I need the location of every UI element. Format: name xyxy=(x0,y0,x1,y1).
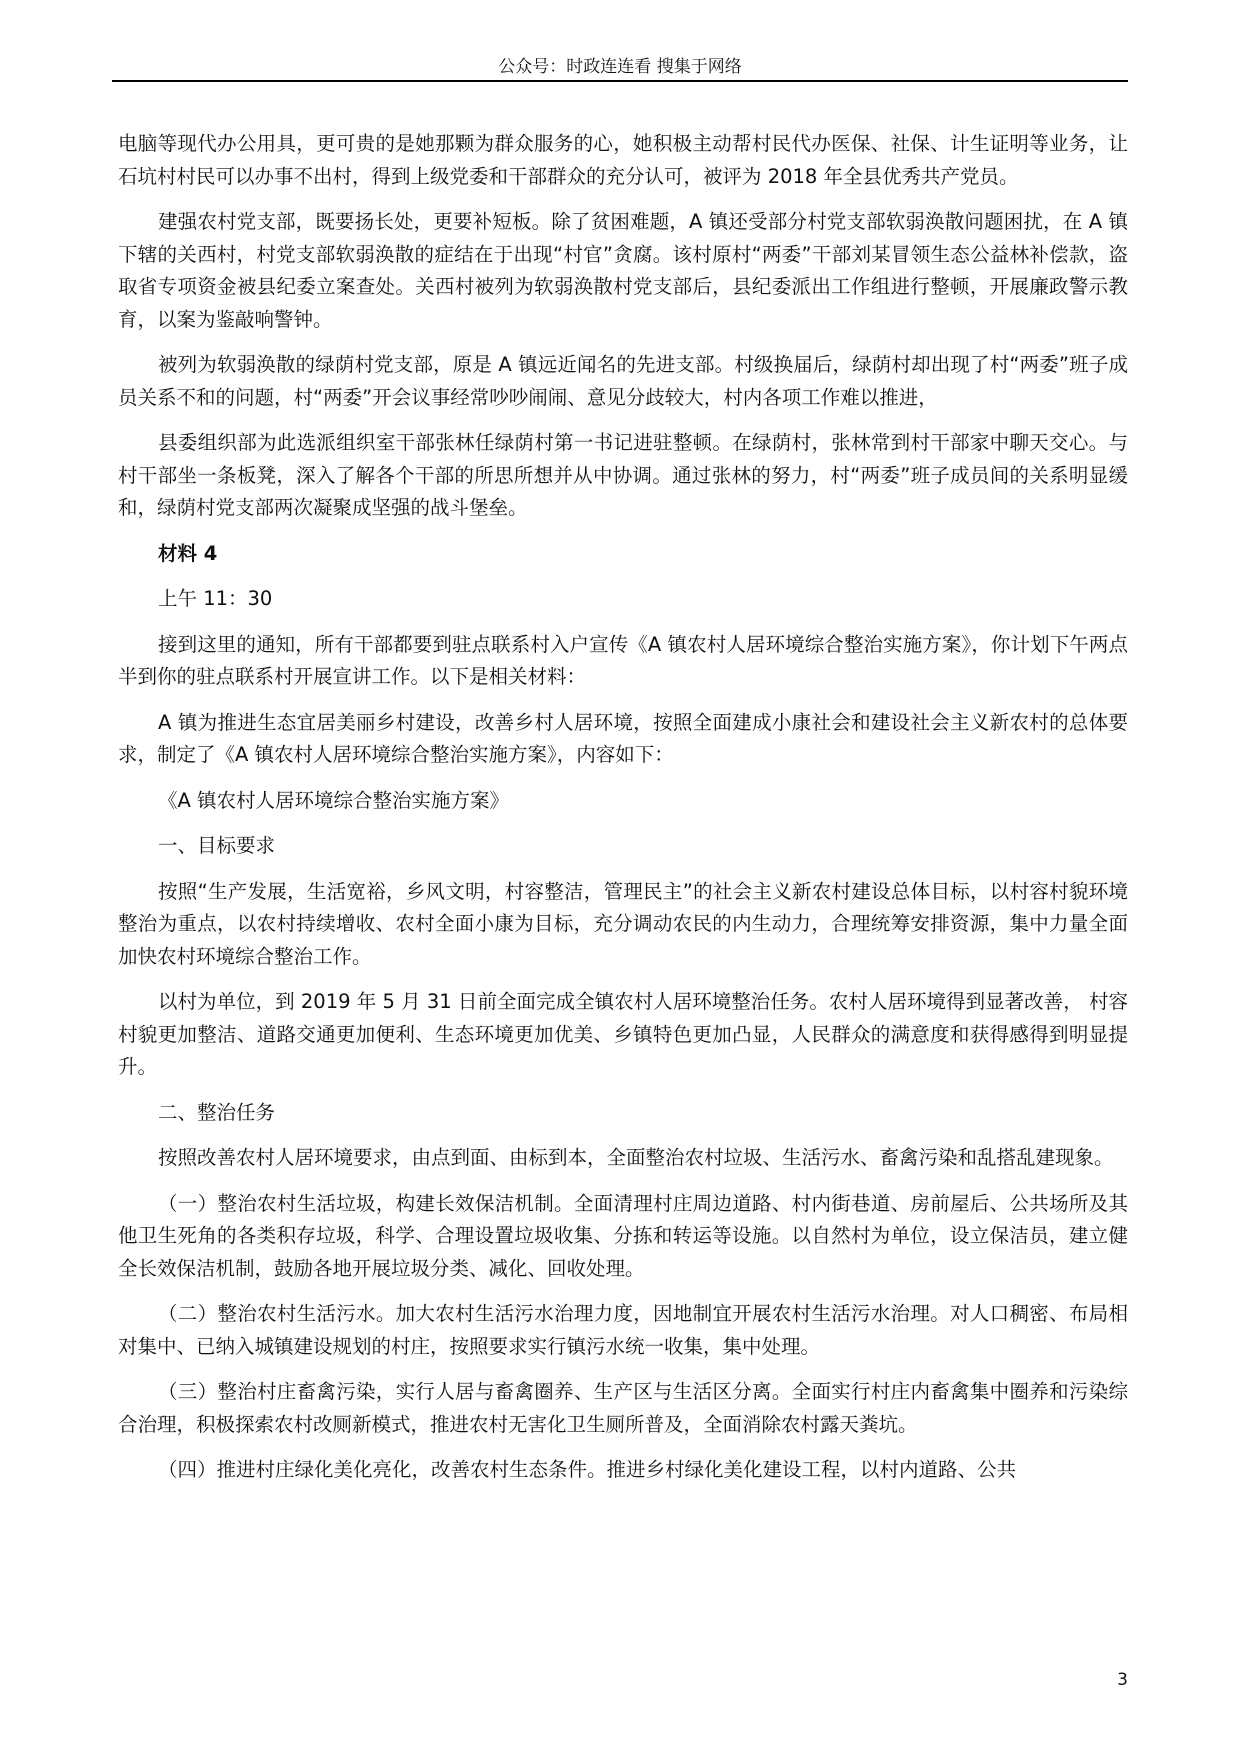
paragraph: 以村为单位，到 2019 年 5 月 31 日前全面完成全镇农村人居环境整治任务。农村人居环境得到显著改善， 村容村貌更加整洁、道路交通更加便利、生态环境更加优美、乡镇特色更加凸显，人民群众的满意度和获得感得到明显提升。 xyxy=(118,990,1128,1078)
header-divider xyxy=(112,80,1128,82)
paragraph: （二）整治农村生活污水。加大农村生活污水治理力度，因地制宜开展农村生活污水治理。对人口稠密、布局相对集中、已纳入城镇建设规划的村庄，按照要求实行镇污水统一收集，集中处理。 xyxy=(118,1302,1128,1358)
paragraph: 电脑等现代办公用具，更可贵的是她那颗为群众服务的心，她积极主动帮村民代办医保、社保、计生证明等业务，让石坑村村民可以办事不出村，得到上级党委和干部群众的充分认可，被评为 2018 年全县优秀共产党员。 xyxy=(118,132,1128,188)
paragraph: （三）整治村庄畜禽污染，实行人居与畜禽圈养、生产区与生活区分离。全面实行村庄内畜禽集中圈养和污染综合治理，积极探索农村改厕新模式，推进农村无害化卫生厕所普及，全面消除农村露天粪坑。 xyxy=(118,1380,1128,1436)
page-number: 3 xyxy=(1117,1670,1128,1690)
document-body xyxy=(118,128,1128,1500)
paragraph: 接到这里的通知，所有干部都要到驻点联系村入户宣传《A 镇农村人居环境综合整治实施方案》，你计划下午两点半到你的驻点联系村开展宣讲工作。以下是相关材料： xyxy=(118,632,1128,688)
paragraph: 被列为软弱涣散的绿荫村党支部，原是 A 镇远近闻名的先进支部。村级换届后，绿荫村却出现了村“两委”班子成员关系不和的问题，村“两委”开会议事经常吵吵闹闹、意见分歧较大，村内各项工作难以推进， xyxy=(118,353,1128,409)
paragraph: A 镇为推进生态宜居美丽乡村建设，改善乡村人居环境，按照全面建成小康社会和建设社会主义新农村的总体要求，制定了《A 镇农村人居环境综合整治实施方案》，内容如下： xyxy=(118,710,1128,766)
section-heading: 材料 4 xyxy=(158,541,218,565)
paragraph: 按照改善农村人居环境要求，由点到面、由标到本，全面整治农村垃圾、生活污水、畜禽污染和乱搭乱建现象。 xyxy=(158,1146,1114,1169)
paragraph: 一、目标要求 xyxy=(158,834,276,857)
paragraph: （四）推进村庄绿化美化亮化，改善农村生态条件。推进乡村绿化美化建设工程，以村内道路、公共 xyxy=(158,1458,1017,1481)
paragraph: 《A 镇农村人居环境综合整治实施方案》 xyxy=(158,788,510,812)
paragraph: 上午 11：30 xyxy=(158,587,273,610)
paragraph: 按照“生产发展，生活宽裕，乡风文明，村容整洁，管理民主”的社会主义新农村建设总体目标，以村容村貌环境整治为重点，以农村持续增收、农村全面小康为目标，充分调动农民的内生动力，合理统筹安排资源，集中力量全面加快农村环境综合整治工作。 xyxy=(118,879,1128,968)
paragraph: 建强农村党支部，既要扬长处，更要补短板。除了贫困难题，A 镇还受部分村党支部软弱涣散问题困扰，在 A 镇下辖的关西村，村党支部软弱涣散的症结在于出现“村官”贪腐。该村原村“两委”干部刘某冒领生态公益林补偿款，盗取省专项资金被县纪委立案查处。关西村被列为软弱涣散村党支部后，县纪委派出工作组进行整顿，开展廉政警示教育，以案为鉴敲响警钟。 xyxy=(118,210,1128,331)
paragraph: 县委组织部为此选派组织室干部张林任绿荫村第一书记进驻整顿。在绿荫村，张林常到村干部家中聊天交心。与村干部坐一条板凳，深入了解各个干部的所思所想并从中协调。通过张林的努力，村“两委”班子成员间的关系明显缓和，绿荫村党支部两次凝聚成坚强的战斗堡垒。 xyxy=(118,431,1128,519)
paragraph: （一）整治农村生活垃圾，构建长效保洁机制。全面清理村庄周边道路、村内街巷道、房前屋后、公共场所及其他卫生死角的各类积存垃圾，科学、合理设置垃圾收集、分拣和转运等设施。以自然村为单位，设立保洁员，建立健全长效保洁机制，鼓励各地开展垃圾分类、减化、回收处理。 xyxy=(118,1191,1128,1280)
page-header: 公众号：时政连连看 搜集于网络 xyxy=(498,57,742,77)
paragraph: 二、整治任务 xyxy=(158,1100,276,1124)
